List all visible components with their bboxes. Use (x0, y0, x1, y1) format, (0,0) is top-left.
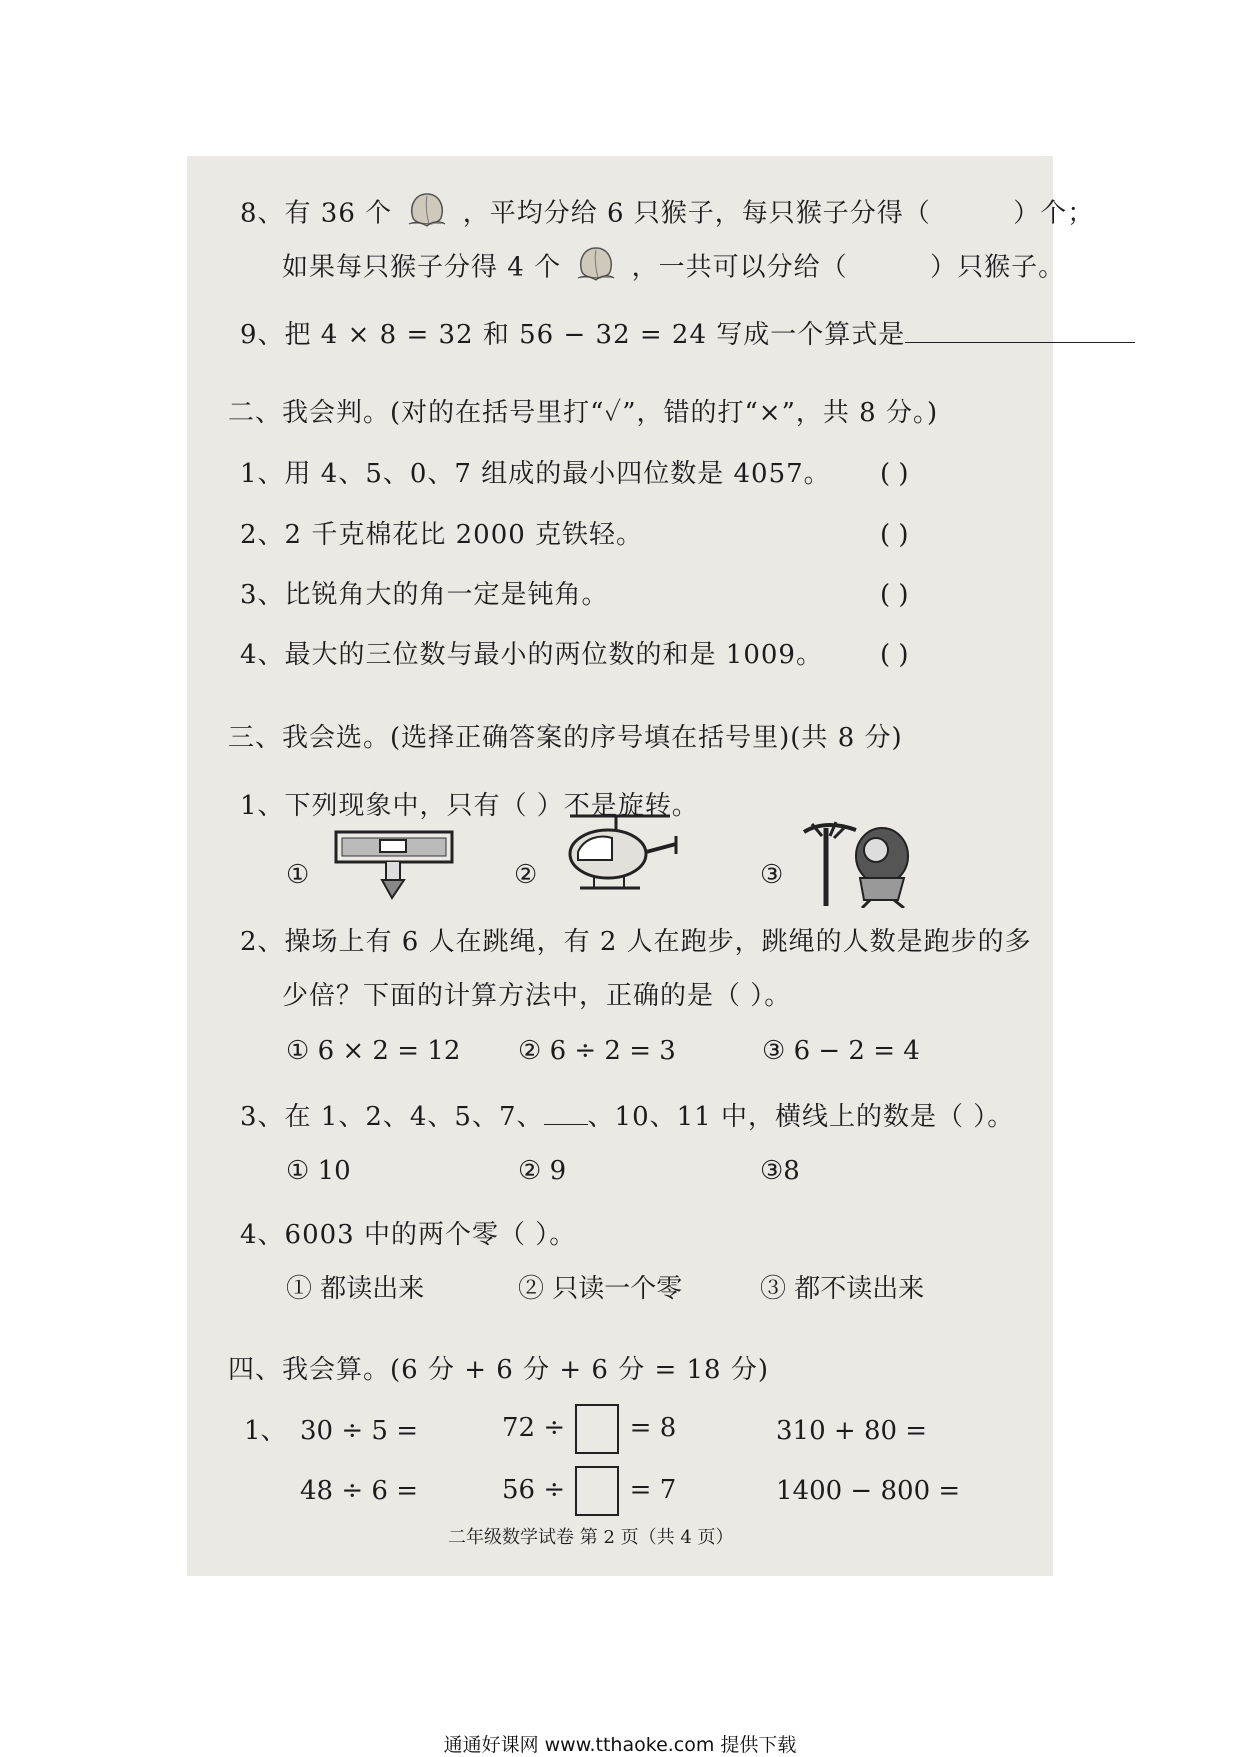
choice-q2-option-1[interactable]: ① 6 × 2 = 12 (286, 1036, 461, 1066)
q8-text-line2-c: ）只猴子。 (930, 252, 1066, 283)
choice-q4-option-3[interactable]: ③ 都不读出来 (760, 1274, 925, 1304)
choice-q2-option-2[interactable]: ② 6 ÷ 2 = 3 (518, 1036, 676, 1066)
choice-q1-text: 1、下列现象中，只有（ ）不是旋转。 (240, 791, 699, 821)
section-3-title: 三、我会选。(选择正确答案的序号填在括号里)(共 8 分) (228, 723, 903, 753)
q8-text-c: ）个； (1013, 198, 1095, 229)
calc-row2-a: 48 ÷ 6 = (300, 1476, 418, 1506)
section-2-title: 二、我会判。(对的在括号里打“✓”，错的打“×”，共 8 分。) (228, 398, 939, 428)
question-9 (240, 318, 1135, 352)
judge-answer-3[interactable]: ( ) (880, 580, 909, 610)
q8-text-line2-b: ，一共可以分给（ (631, 252, 848, 283)
calc-row1-answer-box[interactable] (575, 1404, 619, 1454)
question-8-line-1 (240, 190, 1094, 239)
peach-icon (574, 244, 618, 293)
download-site-footer: 通通好课网 www.tthaoke.com 提供下载 (443, 1734, 797, 1756)
calc-row1-c: 310 + 80 = (776, 1416, 928, 1446)
question-8-line-2 (282, 244, 1065, 293)
calc-row2-b-pre: 56 ÷ (502, 1475, 566, 1505)
helicopter-icon (560, 808, 680, 902)
q8-text-a: 8、有 36 个 (240, 198, 393, 229)
q3-text-a: 3、在 1、2、4、5、7、 (240, 1102, 544, 1132)
choice-q3-option-3[interactable]: ③8 (760, 1156, 800, 1186)
calc-row2-answer-box[interactable] (575, 1466, 619, 1516)
choice-q4-option-2[interactable]: ② 只读一个零 (518, 1274, 683, 1304)
calc-row1-b-post: = 8 (629, 1413, 677, 1443)
judge-item-2: 2、2 千克棉花比 2000 克铁轻。 (240, 520, 644, 550)
q9-answer-line[interactable] (905, 342, 1135, 343)
calc-row1-b (502, 1404, 676, 1454)
judge-item-4: 4、最大的三位数与最小的两位数的和是 1009。 (240, 640, 823, 670)
choice-q4-option-1[interactable]: ① 都读出来 (286, 1274, 425, 1304)
choice-q4-text: 4、6003 中的两个零（ ）。 (240, 1220, 577, 1250)
calc-row1-a: 30 ÷ 5 = (300, 1416, 418, 1446)
choice-q3-option-1[interactable]: ① 10 (286, 1156, 351, 1186)
judge-item-1: 1、用 4、5、0、7 组成的最小四位数是 4057。 (240, 459, 831, 489)
q8-text-line2-a: 如果每只猴子分得 4 个 (282, 252, 562, 283)
faucet-icon (334, 826, 454, 910)
choice-q2-option-3[interactable]: ③ 6 − 2 = 4 (762, 1036, 920, 1066)
exam-page-footer: 二年级数学试卷 第 2 页（共 4 页） (448, 1527, 734, 1548)
choice-q3-text (240, 1100, 1014, 1134)
choice-q1-option-1[interactable]: ① (286, 860, 310, 890)
choice-q2-line-2: 少倍？下面的计算方法中，正确的是（ ）。 (282, 981, 792, 1011)
q3-text-b: 、10、11 中，横线上的数是（ ）。 (587, 1102, 1015, 1132)
choice-q2-line-1: 2、操场上有 6 人在跳绳，有 2 人在跑步，跳绳的人数是跑步的多 (240, 927, 1032, 957)
choice-q1-option-2[interactable]: ② (514, 860, 538, 890)
judge-answer-1[interactable]: ( ) (880, 459, 909, 489)
peach-icon (405, 190, 449, 239)
calc-label: 1、 (244, 1416, 287, 1446)
q3-sequence-blank (544, 1124, 588, 1125)
choice-q1-option-3[interactable]: ③ (760, 860, 784, 890)
judge-item-3: 3、比锐角大的角一定是钝角。 (240, 580, 609, 610)
judge-answer-2[interactable]: ( ) (880, 520, 909, 550)
choice-q3-option-2[interactable]: ② 9 (518, 1156, 567, 1186)
calc-row2-c: 1400 − 800 = (776, 1476, 961, 1506)
judge-answer-4[interactable]: ( ) (880, 640, 909, 670)
swing-icon (800, 818, 920, 912)
calc-row2-b (502, 1466, 676, 1516)
section-4-title: 四、我会算。(6 分 + 6 分 + 6 分 = 18 分) (228, 1355, 769, 1385)
q9-text: 9、把 4 × 8 = 32 和 56 − 32 = 24 写成一个算式是 (240, 320, 906, 350)
calc-row2-b-post: = 7 (629, 1475, 677, 1505)
q8-text-b: ，平均分给 6 只猴子，每只猴子分得（ (462, 198, 931, 229)
calc-row1-b-pre: 72 ÷ (502, 1413, 566, 1443)
